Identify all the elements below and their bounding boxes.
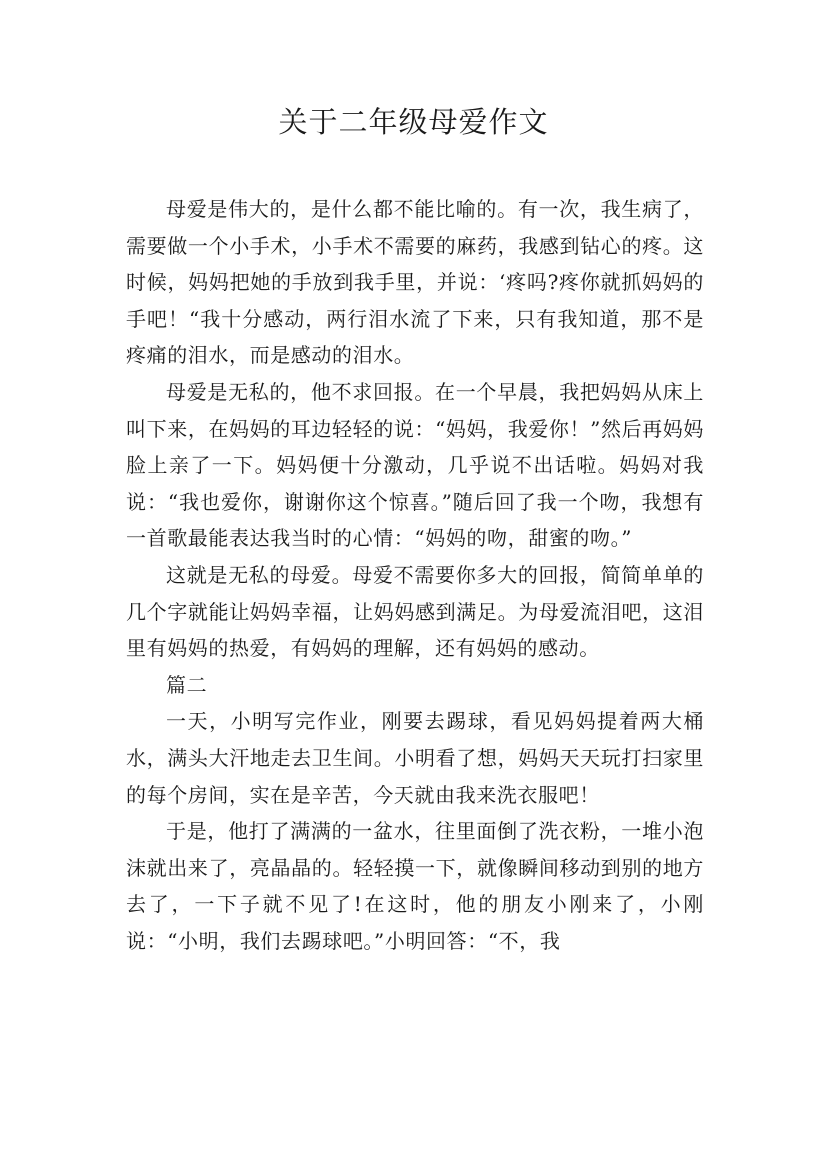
paragraph: 一天，小明写完作业，刚要去踢球，看见妈妈提着两大桶水，满头大汗地走去卫生间。小明看了想，妈妈天天玩打扫家里的每个房间，实在是辛苦，今天就由我来洗衣服吧！ bbox=[126, 709, 704, 807]
section-heading: 篇二 bbox=[166, 672, 208, 697]
document-body bbox=[126, 191, 704, 959]
document-title: 关于二年级母爱作文 bbox=[278, 105, 549, 139]
paragraph: 母爱是伟大的，是什么都不能比喻的。有一次，我生病了，需要做一个小手术，小手术不需要的麻药，我感到钻心的疼。这时候，妈妈把她的手放到我手里，并说：‘疼吗?疼你就抓妈妈的手吧！“我十分感动，两行泪水流了下来，只有我知道，那不是疼痛的泪水，而是感动的泪水。 bbox=[126, 197, 704, 368]
paragraph: 母爱是无私的，他不求回报。在一个早晨，我把妈妈从床上叫下来，在妈妈的耳边轻轻的说：“妈妈，我爱你！”然后再妈妈脸上亲了一下。妈妈便十分激动，几乎说不出话啦。妈妈对我说：“我也爱你，谢谢你这个惊喜。”随后回了我一个吻，我想有一首歌最能表达我当时的心情：“妈妈的吻，甜蜜的吻。” bbox=[126, 379, 704, 551]
paragraph: 于是，他打了满满的一盆水，往里面倒了洗衣粉，一堆小泡沫就出来了，亮晶晶的。轻轻摸一下，就像瞬间移动到别的地方去了，一下子就不见了!在这时，他的朋友小刚来了，小刚说：“小明，我们去踢球吧。”小明回答：“不，我 bbox=[126, 819, 704, 953]
paragraph: 这就是无私的母爱。母爱不需要你多大的回报，简简单单的几个字就能让妈妈幸福，让妈妈感到满足。为母爱流泪吧，这泪里有妈妈的热爱，有妈妈的理解，还有妈妈的感动。 bbox=[126, 562, 704, 661]
